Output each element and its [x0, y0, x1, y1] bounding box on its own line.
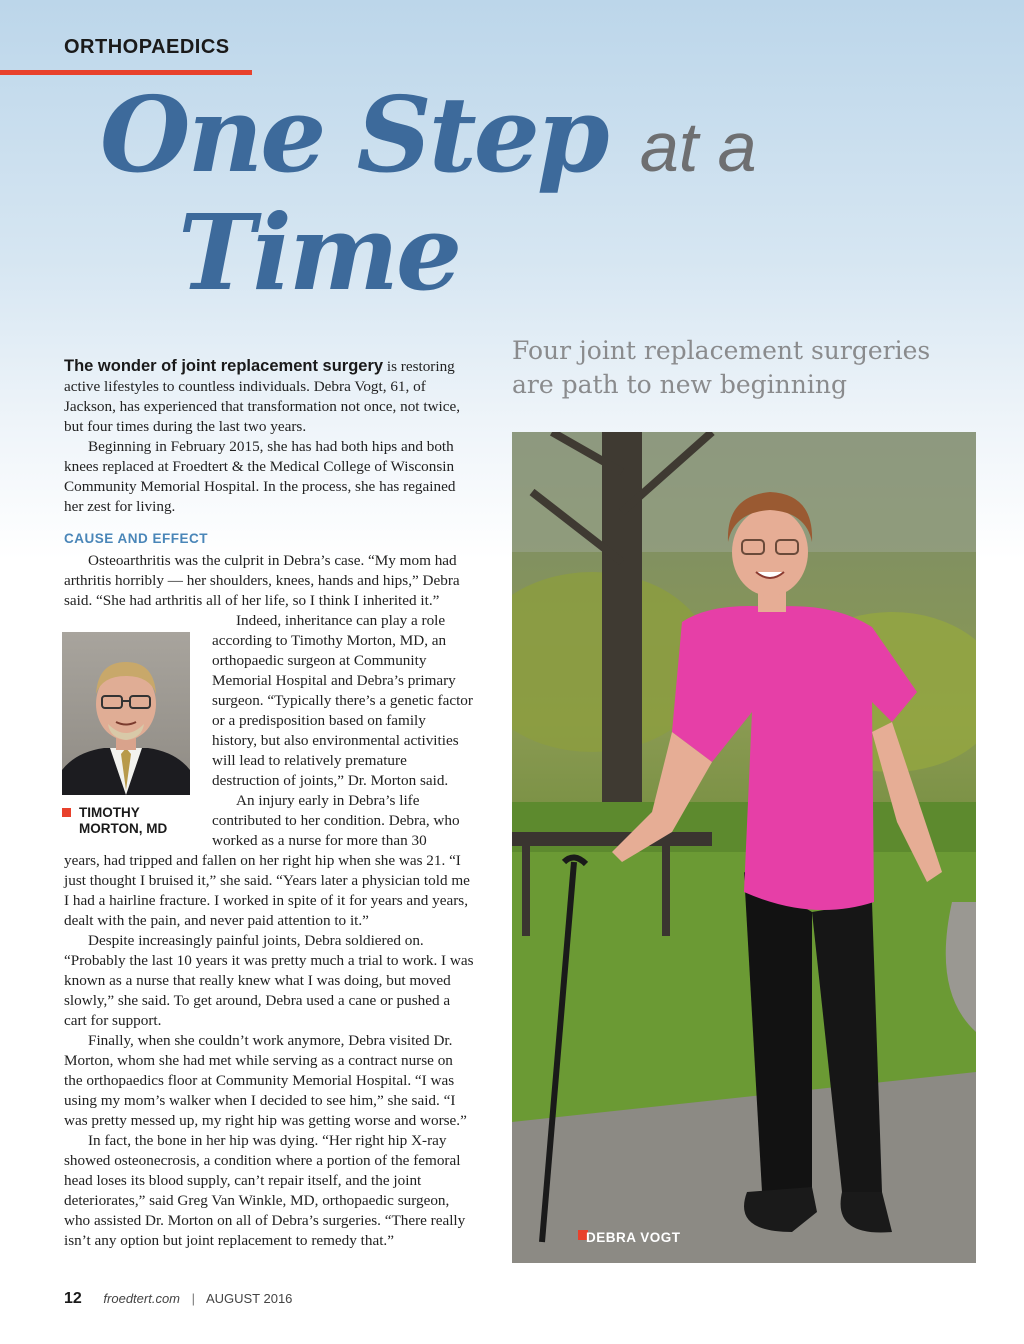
page-number: 12 — [64, 1290, 82, 1307]
headline-light-part: at a — [639, 108, 757, 186]
lead-text: is restoring active lifestyles to countless individuals. Debra Vogt, 61, of Jackson, has experienced that transformation not once, not twice, but four times during the last two years. — [64, 358, 461, 435]
main-photo-caption: DEBRA VOGT — [586, 1230, 681, 1245]
body-paragraph: In fact, the bone in her hip was dying. “Her right hip X-ray showed osteonecrosis, a condition where a portion of the femoral head loses its blood supply, can’t repair itself, and the joint deteriorates,” said Greg Van Winkle, MD, orthopaedic surgeon, who assisted Dr. Morton on all of Debra’s surgeries. “There really isn’t any option but joint replacement to remedy that.” — [64, 1132, 466, 1249]
body-paragraph: Despite increasingly painful joints, Debra soldiered on. “Probably the last 10 years it was pretty much a trial to work. I was known as a nurse that really knew what I was doing, but moved slowly,” she said. To get around, Debra used a cane or pushed a cart for support. — [64, 932, 474, 1029]
doctor-caption-line-1: TIMOTHY — [62, 805, 202, 821]
headline-bold-part: One Step — [100, 73, 607, 196]
subtitle: Four joint replacement surgeries are path to new beginning — [512, 336, 931, 399]
headline-line-1 — [100, 73, 757, 196]
body-paragraph: Beginning in February 2015, she has had both hips and both knees replaced at Froedtert & the Medical College of Wisconsin Community Memorial Hospital. In the process, she has regained her zest for living. — [64, 438, 456, 515]
doctor-photo-caption — [62, 805, 202, 837]
section-label: ORTHOPAEDICS — [64, 36, 230, 58]
footer-separator: | — [191, 1291, 196, 1306]
headline-line-2: Time — [178, 191, 460, 314]
lower-text-column — [64, 851, 474, 1251]
cause-paragraph-1 — [64, 551, 474, 611]
doctor-portrait-photo — [62, 632, 190, 795]
caption-square-icon — [62, 808, 71, 817]
debra-vogt-photo — [512, 432, 976, 1263]
body-paragraph: An injury early in Debra’s life contributed to her condition. Debra, who worked as a nurse for more than 30 — [212, 792, 460, 849]
footer-site-link[interactable]: froedtert.com — [103, 1291, 181, 1306]
lead-paragraphs — [64, 356, 474, 517]
subhead-cause-and-effect: CAUSE AND EFFECT — [64, 531, 209, 546]
body-paragraph: Indeed, inheritance can play a role according to Timothy Morton, MD, an orthopaedic surgeon at Community Memorial Hospital and Debra’s primary surgeon. “Typically there’s a genetic factor or a predisposition based on family history, but also environmental activities will lead to relatively premature destruction of joints,” Dr. Morton said. — [212, 612, 473, 789]
body-paragraph: Finally, when she couldn’t work anymore, Debra visited Dr. Morton, whom she had met while serving as a contract nurse on the orthopaedics floor at Community Memorial Hospital. “I was using my mom’s walker when I decided to see him,” she said. “I was pretty messed up, my right hip was getting worse and worse.” — [64, 1032, 467, 1129]
page-footer — [64, 1290, 292, 1308]
body-paragraph: Osteoarthritis was the culprit in Debra’s case. “My mom had arthritis horribly — her shoulders, knees, hands and hips,” Debra said. “She had arthritis all of her life, so I think I inherited it.” — [64, 552, 460, 609]
footer-issue-date: AUGUST 2016 — [205, 1291, 293, 1306]
body-paragraph: years, had tripped and fallen on her right hip when she was 21. “I just thought I bruised it,” she said. “Years later a physician told me I had a hairline fracture. I worked in spite of it for years and years, dealt with the pain, and never paid attention to it.” — [64, 852, 470, 929]
lead-paragraph — [64, 356, 474, 437]
wrapped-text-column — [212, 611, 474, 851]
doctor-caption-line-2: MORTON, MD — [79, 821, 168, 836]
lead-bold-text: The wonder of joint replacement surgery — [64, 357, 384, 375]
